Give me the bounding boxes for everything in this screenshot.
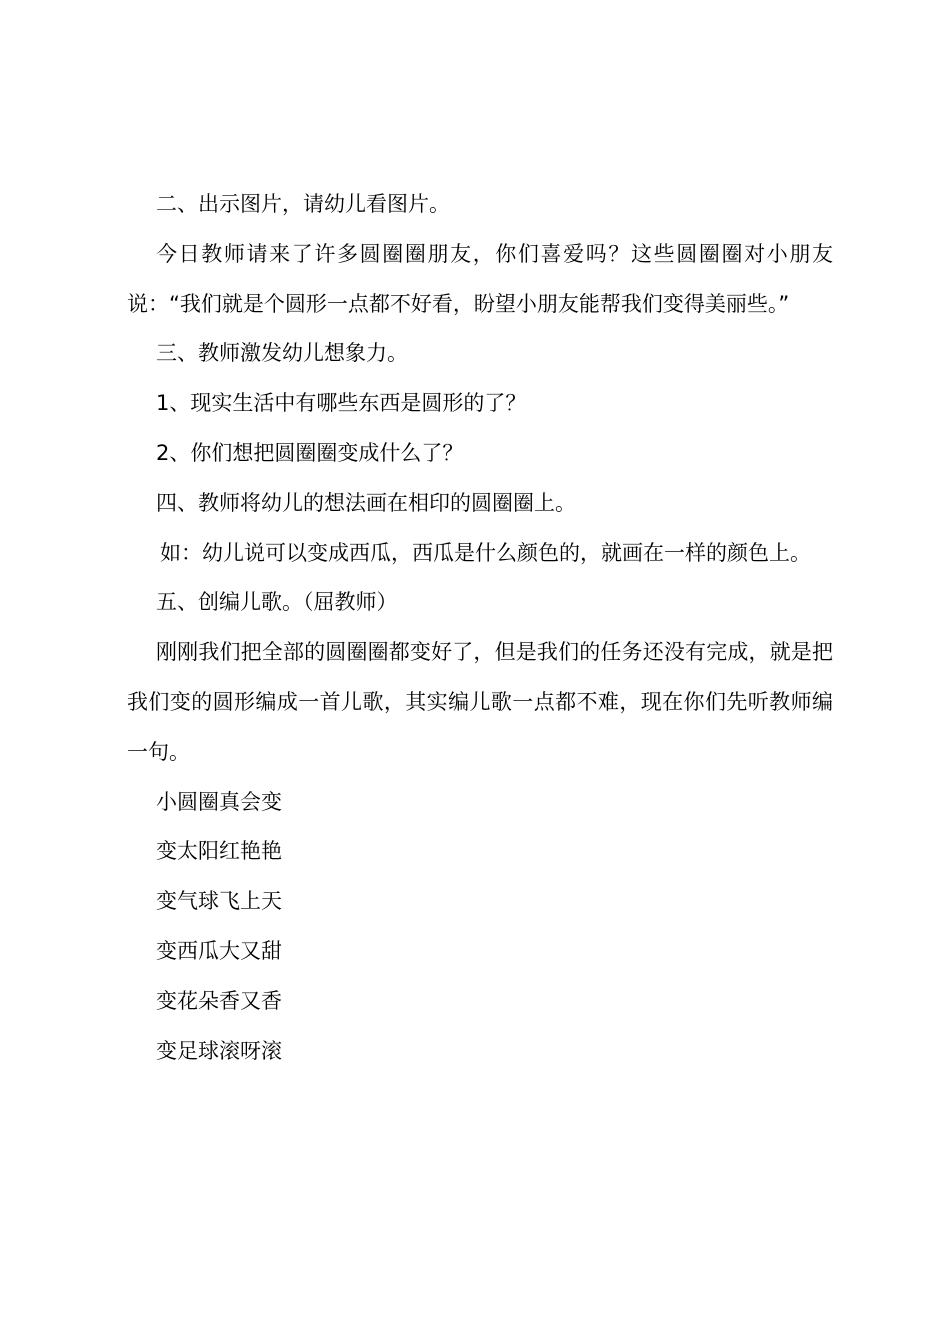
- poem-line-1: 小圆圈真会变: [156, 789, 282, 814]
- poem-line-4: 变西瓜大又甜: [156, 938, 282, 963]
- paragraph-intro: 今日教师请来了许多圆圈圈朋友，你们喜爱吗？这些圆圈圈对小朋友说：“我们就是个圆形一点都不好看，盼望小朋友能帮我们变得美丽些。”: [127, 241, 833, 316]
- paragraph-example: 如：幼儿说可以变成西瓜，西瓜是什么颜色的，就画在一样的颜色上。: [160, 540, 811, 565]
- paragraph-question-1: 1、现实生活中有哪些东西是圆形的了？: [156, 391, 527, 416]
- paragraph-question-2: 2、你们想把圆圈圈变成什么了？: [156, 440, 464, 465]
- poem-line-3: 变气球飞上天: [156, 889, 282, 914]
- poem-line-2: 变太阳红艳艳: [156, 839, 282, 864]
- document-body: [127, 180, 833, 1076]
- paragraph-section-2: 二、出示图片，请幼儿看图片。: [156, 192, 450, 216]
- paragraph-section-3: 三、教师激发幼儿想象力。: [156, 341, 408, 366]
- poem-line-5: 变花朵香又香: [156, 988, 282, 1013]
- paragraph-section-5: 五、创编儿歌。（屈教师）: [156, 590, 398, 615]
- paragraph-task: 刚刚我们把全部的圆圈圈都变好了，但是我们的任务还没有完成，就是把我们变的圆形编成一首儿歌，其实编儿歌一点都不难，现在你们先听教师编一句。: [127, 640, 833, 764]
- poem-line-6: 变足球滚呀滚: [156, 1038, 282, 1063]
- paragraph-section-4: 四、教师将幼儿的想法画在相印的圆圈圈上。: [156, 490, 576, 515]
